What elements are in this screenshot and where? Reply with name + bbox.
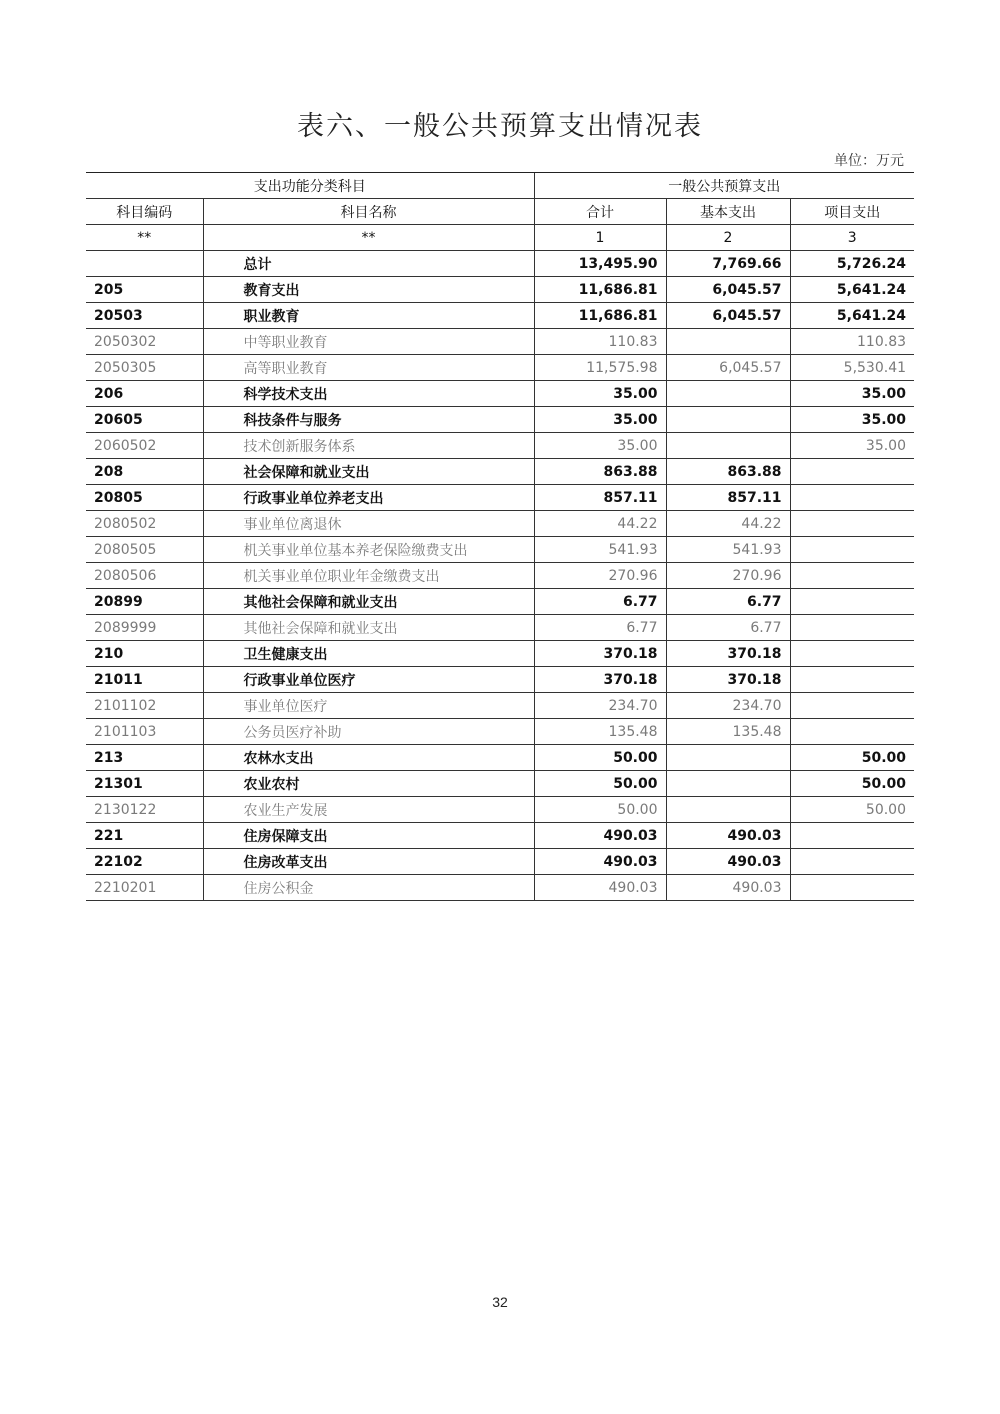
row-project-cell: 110.83 (790, 329, 914, 355)
row-code-cell: 2080505 (86, 537, 203, 563)
row-name-cell: 事业单位医疗 (203, 693, 534, 719)
row-name-cell: 高等职业教育 (203, 355, 534, 381)
row-total-cell: 234.70 (534, 693, 666, 719)
table-row (86, 511, 914, 537)
row-project-cell: 35.00 (790, 381, 914, 407)
row-project-cell (790, 641, 914, 667)
row-total-cell: 50.00 (534, 797, 666, 823)
row-code-cell: 2101103 (86, 719, 203, 745)
row-code-cell: 20899 (86, 589, 203, 615)
row-code-cell: 21301 (86, 771, 203, 797)
table-row (86, 745, 914, 771)
row-total-cell: 13,495.90 (534, 251, 666, 277)
index-code: ** (86, 225, 203, 251)
row-total-cell: 270.96 (534, 563, 666, 589)
index-basic: 2 (666, 225, 790, 251)
row-total-cell: 370.18 (534, 667, 666, 693)
row-total-cell: 490.03 (534, 875, 666, 901)
row-code-cell: 2050305 (86, 355, 203, 381)
row-project-cell: 5,530.41 (790, 355, 914, 381)
row-basic-cell: 270.96 (666, 563, 790, 589)
row-code-cell: 210 (86, 641, 203, 667)
row-total-cell: 857.11 (534, 485, 666, 511)
table-row (86, 693, 914, 719)
table-row (86, 381, 914, 407)
row-name-cell: 社会保障和就业支出 (203, 459, 534, 485)
table-row (86, 875, 914, 901)
row-total-cell: 541.93 (534, 537, 666, 563)
row-total-cell: 6.77 (534, 615, 666, 641)
row-code-cell: 2210201 (86, 875, 203, 901)
row-project-cell (790, 719, 914, 745)
row-total-cell: 863.88 (534, 459, 666, 485)
row-basic-cell (666, 329, 790, 355)
row-project-cell (790, 667, 914, 693)
row-total-cell: 490.03 (534, 849, 666, 875)
row-code-cell: 206 (86, 381, 203, 407)
row-name-cell: 教育支出 (203, 277, 534, 303)
row-basic-cell (666, 407, 790, 433)
row-project-cell (790, 849, 914, 875)
row-project-cell: 35.00 (790, 433, 914, 459)
row-name-cell: 农业农村 (203, 771, 534, 797)
row-project-cell (790, 459, 914, 485)
table-index-row (86, 225, 914, 251)
row-basic-cell: 6,045.57 (666, 303, 790, 329)
row-project-cell (790, 485, 914, 511)
row-project-cell: 35.00 (790, 407, 914, 433)
row-project-cell (790, 537, 914, 563)
table-row (86, 303, 914, 329)
index-total: 1 (534, 225, 666, 251)
row-basic-cell: 541.93 (666, 537, 790, 563)
row-basic-cell: 6,045.57 (666, 355, 790, 381)
row-project-cell: 5,726.24 (790, 251, 914, 277)
table-row (86, 589, 914, 615)
row-total-cell: 6.77 (534, 589, 666, 615)
row-project-cell (790, 693, 914, 719)
row-code-cell: 20805 (86, 485, 203, 511)
row-total-cell: 35.00 (534, 407, 666, 433)
page-number: 32 (492, 1294, 508, 1310)
table-column-header-row (86, 199, 914, 225)
row-code-cell: 2101102 (86, 693, 203, 719)
row-basic-cell: 490.03 (666, 823, 790, 849)
group-header-public-budget: 一般公共预算支出 (534, 173, 914, 199)
row-basic-cell (666, 381, 790, 407)
row-total-cell: 50.00 (534, 745, 666, 771)
table-row (86, 355, 914, 381)
column-header-name: 科目名称 (203, 199, 534, 225)
row-name-cell: 住房改革支出 (203, 849, 534, 875)
row-code-cell: 2050302 (86, 329, 203, 355)
row-code-cell: 2080502 (86, 511, 203, 537)
table-row (86, 667, 914, 693)
table-row (86, 563, 914, 589)
row-name-cell: 住房保障支出 (203, 823, 534, 849)
row-total-cell: 50.00 (534, 771, 666, 797)
table-row (86, 849, 914, 875)
row-project-cell: 5,641.24 (790, 277, 914, 303)
row-code-cell: 2060502 (86, 433, 203, 459)
index-project: 3 (790, 225, 914, 251)
row-basic-cell (666, 797, 790, 823)
row-code-cell: 20605 (86, 407, 203, 433)
column-header-total: 合计 (534, 199, 666, 225)
row-code-cell: 221 (86, 823, 203, 849)
row-name-cell: 行政事业单位医疗 (203, 667, 534, 693)
row-basic-cell (666, 771, 790, 797)
row-name-cell: 职业教育 (203, 303, 534, 329)
row-project-cell: 50.00 (790, 797, 914, 823)
row-total-cell: 11,686.81 (534, 277, 666, 303)
row-code-cell: 2089999 (86, 615, 203, 641)
table-row (86, 797, 914, 823)
row-code-cell: 22102 (86, 849, 203, 875)
row-basic-cell: 370.18 (666, 641, 790, 667)
table-row (86, 641, 914, 667)
row-total-cell: 370.18 (534, 641, 666, 667)
unit-label: 单位：万元 (834, 153, 904, 169)
row-basic-cell: 490.03 (666, 849, 790, 875)
table-group-header-row (86, 173, 914, 199)
table-row (86, 459, 914, 485)
table-body (86, 251, 914, 901)
row-basic-cell: 135.48 (666, 719, 790, 745)
row-total-cell: 11,686.81 (534, 303, 666, 329)
row-total-cell: 35.00 (534, 381, 666, 407)
row-code-cell: 2130122 (86, 797, 203, 823)
row-basic-cell: 863.88 (666, 459, 790, 485)
table-row (86, 719, 914, 745)
table-row (86, 771, 914, 797)
row-basic-cell: 370.18 (666, 667, 790, 693)
table-row (86, 433, 914, 459)
row-project-cell (790, 589, 914, 615)
row-total-cell: 490.03 (534, 823, 666, 849)
row-name-cell: 卫生健康支出 (203, 641, 534, 667)
group-header-function-class: 支出功能分类科目 (86, 173, 534, 199)
row-name-cell: 事业单位离退休 (203, 511, 534, 537)
row-total-cell: 35.00 (534, 433, 666, 459)
row-basic-cell: 6.77 (666, 589, 790, 615)
row-code-cell: 205 (86, 277, 203, 303)
row-name-cell: 科学技术支出 (203, 381, 534, 407)
row-basic-cell (666, 745, 790, 771)
table-row (86, 251, 914, 277)
row-project-cell (790, 511, 914, 537)
table-row (86, 329, 914, 355)
row-project-cell: 5,641.24 (790, 303, 914, 329)
row-name-cell: 机关事业单位基本养老保险缴费支出 (203, 537, 534, 563)
table-row (86, 485, 914, 511)
row-code-cell (86, 251, 203, 277)
row-name-cell: 其他社会保障和就业支出 (203, 615, 534, 641)
table-row (86, 277, 914, 303)
row-name-cell: 总计 (203, 251, 534, 277)
row-basic-cell (666, 433, 790, 459)
row-project-cell (790, 823, 914, 849)
row-basic-cell: 7,769.66 (666, 251, 790, 277)
row-basic-cell: 44.22 (666, 511, 790, 537)
column-header-project: 项目支出 (790, 199, 914, 225)
row-name-cell: 中等职业教育 (203, 329, 534, 355)
row-total-cell: 135.48 (534, 719, 666, 745)
row-name-cell: 科技条件与服务 (203, 407, 534, 433)
table-row (86, 407, 914, 433)
table-row (86, 615, 914, 641)
row-code-cell: 213 (86, 745, 203, 771)
row-name-cell: 技术创新服务体系 (203, 433, 534, 459)
row-name-cell: 公务员医疗补助 (203, 719, 534, 745)
row-project-cell (790, 875, 914, 901)
row-code-cell: 21011 (86, 667, 203, 693)
row-basic-cell: 6,045.57 (666, 277, 790, 303)
page-title: 表六、一般公共预算支出情况表 (297, 111, 703, 142)
column-header-code: 科目编码 (86, 199, 203, 225)
table-row (86, 537, 914, 563)
row-total-cell: 11,575.98 (534, 355, 666, 381)
row-name-cell: 行政事业单位养老支出 (203, 485, 534, 511)
row-project-cell (790, 563, 914, 589)
row-name-cell: 农业生产发展 (203, 797, 534, 823)
row-code-cell: 20503 (86, 303, 203, 329)
row-total-cell: 110.83 (534, 329, 666, 355)
row-project-cell: 50.00 (790, 771, 914, 797)
row-basic-cell: 857.11 (666, 485, 790, 511)
table-row (86, 823, 914, 849)
column-header-basic: 基本支出 (666, 199, 790, 225)
row-code-cell: 2080506 (86, 563, 203, 589)
index-name: ** (203, 225, 534, 251)
row-code-cell: 208 (86, 459, 203, 485)
row-project-cell: 50.00 (790, 745, 914, 771)
budget-table (86, 172, 914, 901)
row-basic-cell: 6.77 (666, 615, 790, 641)
row-basic-cell: 234.70 (666, 693, 790, 719)
row-name-cell: 其他社会保障和就业支出 (203, 589, 534, 615)
row-basic-cell: 490.03 (666, 875, 790, 901)
row-name-cell: 机关事业单位职业年金缴费支出 (203, 563, 534, 589)
row-name-cell: 农林水支出 (203, 745, 534, 771)
row-project-cell (790, 615, 914, 641)
row-name-cell: 住房公积金 (203, 875, 534, 901)
row-total-cell: 44.22 (534, 511, 666, 537)
